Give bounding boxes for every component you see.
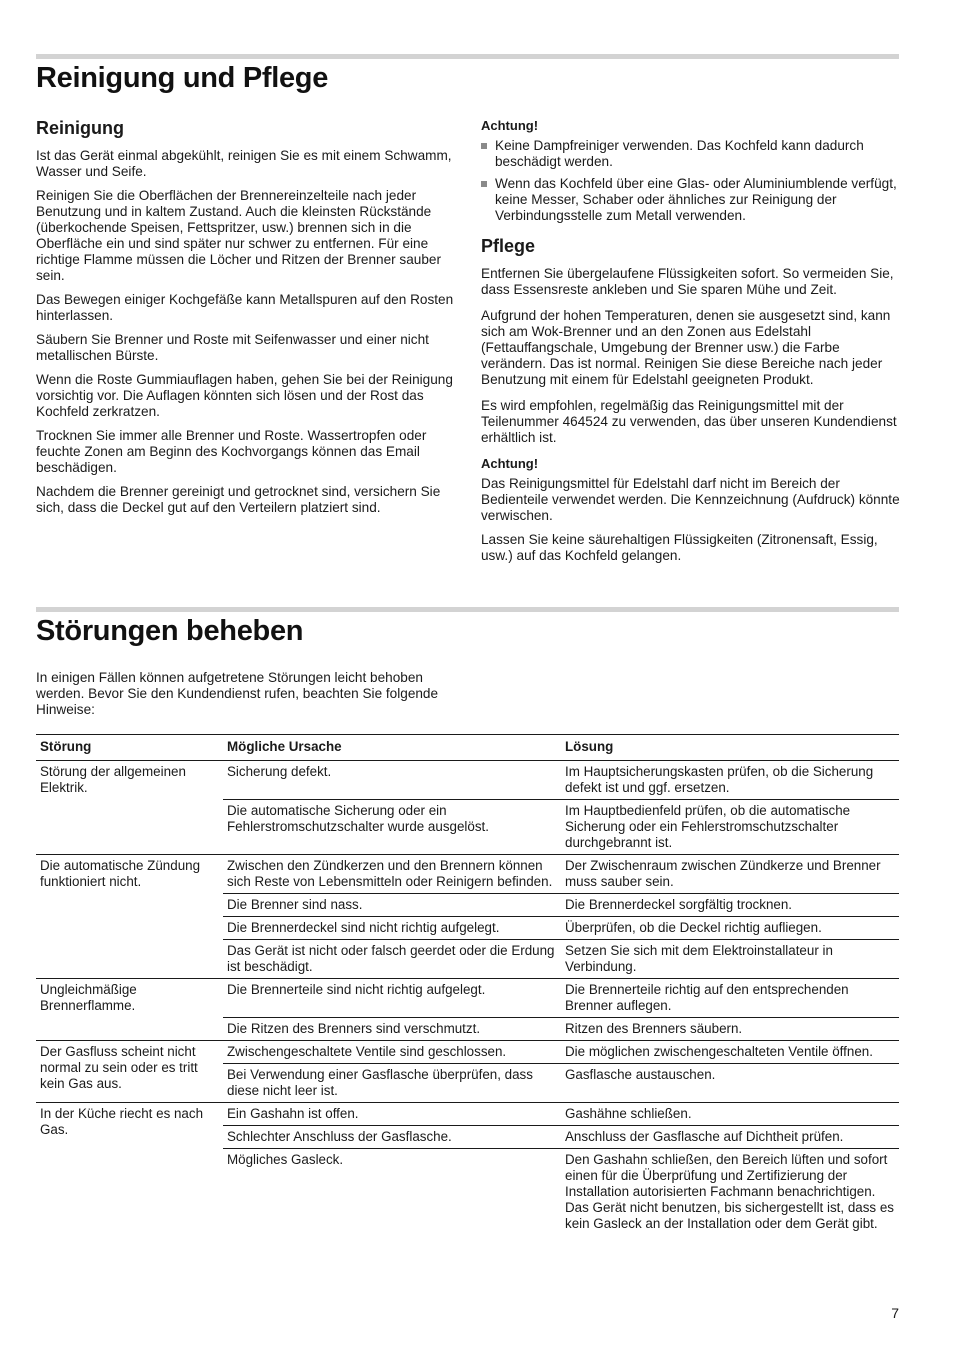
paragraph: Es wird empfohlen, regelmäßig das Reinigungsmittel mit der Teilenummer 464524 zu verwenden, das über unseren Kundendienst erhältlich ist.	[481, 398, 897, 445]
paragraph: Aufgrund der hohen Temperaturen, denen sie ausgesetzt sind, kann sich am Wok-Brenner und an den Zonen aus Edelstahl (Fettauffangschale, Umgebung der Brenner usw.) die Farbe verändern. Das ist normal. Reinigen Sie diese Bereiche nach jeder Benutzung mit einem für Edelstahl geeigneten Produkt.	[481, 308, 891, 387]
paragraph: Lassen Sie keine säurehaltigen Flüssigkeiten (Zitronensaft, Essig, usw.) auf das Kochfeld gelangen.	[481, 532, 878, 563]
list-item-text: Wenn das Kochfeld über eine Glas- oder Aluminiumblende verfügt, keine Messer, Schaber oder ähnliches zur Reinigung der Verbindungsstelle zum Metall verwenden.	[495, 176, 897, 223]
solution-cell: Die Brennerdeckel sorgfältig trocknen.	[561, 894, 899, 917]
page-number: 7	[891, 1305, 899, 1321]
table-row	[36, 1041, 899, 1064]
section-title-cleaning: Reinigung und Pflege	[36, 62, 329, 94]
warning-title: Achtung!	[481, 456, 539, 471]
cause-cell: Zwischengeschaltete Ventile sind geschlossen.	[223, 1041, 561, 1064]
solution-cell: Setzen Sie sich mit dem Elektroinstallateur in Verbindung.	[561, 940, 899, 979]
bullet-square-icon	[481, 143, 487, 149]
solution-cell: Die Brennerteile richtig auf den entsprechenden Brenner auflegen.	[561, 979, 899, 1018]
paragraph: Das Reinigungsmittel für Edelstahl darf nicht im Bereich der Bedienteile verwendet werden. Die Kennzeichnung (Aufdruck) könnte verwischen.	[481, 476, 900, 523]
table-row	[36, 979, 899, 1018]
solution-cell: Im Hauptbedienfeld prüfen, ob die automatische Sicherung oder ein Fehlerstromschutzschalter durchgebrannt ist.	[561, 800, 899, 855]
paragraph: Reinigen Sie die Oberflächen der Brennereinzelteile nach jeder Benutzung und in kaltem Zustand. Auch die kleinsten Rückstände (überkochende Speisen, Fettspritzer, usw.) brennen sich in die Oberfläche ein und sind später nur schwer zu entfernen. Für eine richtige Flamme müssen die Löcher und Ritzen der Brenner sauber sein.	[36, 188, 441, 283]
table-row	[36, 1103, 899, 1126]
cause-cell: Die Brenner sind nass.	[223, 894, 561, 917]
problem-cell: Störung der allgemeinen Elektrik.	[40, 764, 186, 795]
heading-pflege: Pflege	[481, 236, 536, 256]
list-item	[481, 176, 901, 224]
cause-cell: Das Gerät ist nicht oder falsch geerdet oder die Erdung ist beschädigt.	[223, 940, 561, 979]
cause-cell: Die Brennerteile sind nicht richtig aufgelegt.	[223, 979, 561, 1018]
paragraph: Ist das Gerät einmal abgekühlt, reinigen Sie es mit einem Schwamm, Wasser und Seife.	[36, 148, 452, 179]
cause-cell: Die automatische Sicherung oder ein Fehlerstromschutzschalter wurde ausgelöst.	[223, 800, 561, 855]
solution-cell: Anschluss der Gasflasche auf Dichtheit prüfen.	[561, 1126, 899, 1149]
intro-paragraph: In einigen Fällen können aufgetretene Störungen leicht behoben werden. Bevor Sie den Kundendienst rufen, beachten Sie folgende Hinweise:	[36, 670, 439, 717]
paragraph: Säubern Sie Brenner und Roste mit Seifenwasser und einer nicht metallischen Bürste.	[36, 332, 429, 363]
heading-reinigung: Reinigung	[36, 118, 124, 138]
table-row	[36, 855, 899, 894]
cause-cell: Die Brennerdeckel sind nicht richtig aufgelegt.	[223, 917, 561, 940]
paragraph: Entfernen Sie übergelaufene Flüssigkeiten sofort. So vermeiden Sie, dass Essensreste ankleben und Sie sparen Mühe und Zeit.	[481, 266, 894, 297]
solution-cell: Der Zwischenraum zwischen Zündkerze und Brenner muss sauber sein.	[561, 855, 899, 894]
solution-cell: Überprüfen, ob die Deckel richtig aufliegen.	[561, 917, 899, 940]
section-divider-top	[36, 54, 899, 59]
solution-cell: Gasflasche austauschen.	[561, 1064, 899, 1103]
problem-cell: Die automatische Zündung funktioniert nicht.	[36, 855, 223, 979]
warning-list	[481, 138, 901, 224]
paragraph: Trocknen Sie immer alle Brenner und Roste. Wassertropfen oder feuchte Zonen am Beginn des Kochvorgangs können das Email beschädigen.	[36, 428, 427, 475]
solution-cell: Gashähne schließen.	[561, 1103, 899, 1126]
table-row	[36, 761, 899, 800]
solution-cell: Den Gashahn schließen, den Bereich lüften und sofort einen für die Überprüfung und Zertifizierung der Installation autorisierten Fachmann benachrichtigen. Das Gerät nicht benutzen, bis sichergestellt ist, dass es kein Gasleck an der Installation oder dem Gerät gibt.	[561, 1149, 899, 1236]
list-item-text: Keine Dampfreiniger verwenden. Das Kochfeld kann dadurch beschädigt werden.	[495, 138, 864, 169]
paragraph: Nachdem die Brenner gereinigt und getrocknet sind, versichern Sie sich, dass die Deckel gut auf den Verteilern platziert sind.	[36, 484, 441, 515]
column-header-solution: Lösung	[561, 735, 899, 761]
bullet-square-icon	[481, 181, 487, 187]
troubleshooting-intro	[36, 670, 456, 726]
problem-cell: Ungleichmäßige Brennerflamme.	[36, 979, 223, 1041]
troubleshooting-table	[36, 734, 899, 1235]
column-header-problem: Störung	[36, 735, 223, 761]
cause-cell: Ein Gashahn ist offen.	[223, 1103, 561, 1126]
cause-cell: Sicherung defekt.	[227, 764, 332, 779]
cause-cell: Die Ritzen des Brenners sind verschmutzt.	[223, 1018, 561, 1041]
table-header-row	[36, 735, 899, 761]
list-item	[481, 138, 901, 170]
paragraph: Das Bewegen einiger Kochgefäße kann Metallspuren auf den Rosten hinterlassen.	[36, 292, 454, 323]
cause-cell: Bei Verwendung einer Gasflasche überprüfen, dass diese nicht leer ist.	[223, 1064, 561, 1103]
cause-cell: Schlechter Anschluss der Gasflasche.	[223, 1126, 561, 1149]
cleaning-left-column	[36, 117, 456, 524]
cause-cell: Mögliches Gasleck.	[223, 1149, 561, 1236]
solution-cell: Ritzen des Brenners säubern.	[561, 1018, 899, 1041]
table-body	[36, 761, 899, 1236]
column-header-cause: Mögliche Ursache	[223, 735, 561, 761]
warning-title: Achtung!	[481, 118, 539, 133]
section-divider-troubleshooting	[36, 607, 899, 612]
solution-cell: Im Hauptsicherungskasten prüfen, ob die Sicherung defekt ist und ggf. ersetzen.	[565, 764, 874, 795]
problem-cell: Der Gasfluss scheint nicht normal zu sein oder es tritt kein Gas aus.	[36, 1041, 223, 1103]
paragraph: Wenn die Roste Gummiauflagen haben, gehen Sie bei der Reinigung vorsichtig vor. Die Auflagen könnten sich lösen und der Rost das Kochfeld zerkratzen.	[36, 372, 453, 419]
problem-cell: In der Küche riecht es nach Gas.	[36, 1103, 223, 1236]
solution-cell: Die möglichen zwischengeschalteten Ventile öffnen.	[561, 1041, 899, 1064]
section-title-troubleshooting: Störungen beheben	[36, 615, 304, 647]
cause-cell: Zwischen den Zündkerzen und den Brennern können sich Reste von Lebensmitteln oder Reinigern befinden.	[223, 855, 561, 894]
cleaning-right-column	[481, 118, 901, 572]
